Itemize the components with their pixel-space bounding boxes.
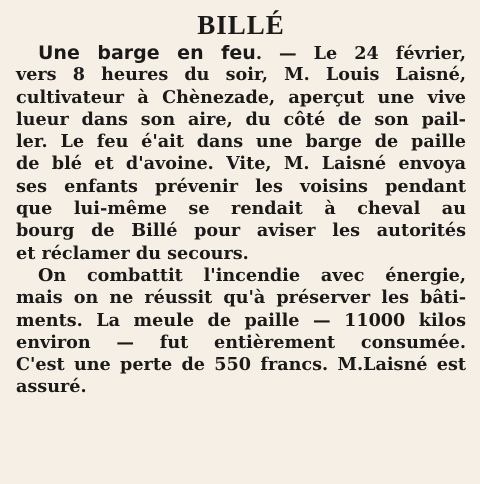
text-line: ler. Le feu é'ait dans une barge de paille bbox=[16, 131, 466, 153]
text-line: de blé et d'avoine. Vite, M. Laisné envoya bbox=[16, 153, 466, 175]
text-line: vers 8 heures du soir, M. Louis Laisné, bbox=[16, 64, 466, 86]
text-line: bourg de Billé pour aviser les autorités bbox=[16, 220, 466, 242]
text-line: ses enfants prévenir les voisins pendant bbox=[16, 175, 466, 197]
text-line: et réclamer du secours. bbox=[16, 242, 249, 264]
text-line: ments. La meule de paille — 11000 kilos bbox=[16, 309, 466, 331]
paragraph-1 bbox=[16, 42, 466, 265]
text-line: cultivateur à Chènezade, aperçut une vive bbox=[16, 86, 466, 108]
text-line: C'est une perte de 550 francs. M.Laisné est bbox=[16, 354, 466, 376]
paragraph-2 bbox=[16, 265, 466, 399]
text-line bbox=[16, 42, 466, 64]
text-line-content: . — Le 24 février, bbox=[255, 43, 466, 64]
text-line: lueur dans son aire, du côté de son pail- bbox=[16, 108, 466, 130]
text-line: environ — fut entièrement consumée. bbox=[16, 331, 466, 353]
article-heading: BILLÉ bbox=[197, 10, 285, 40]
article-lead: Une barge en feu bbox=[38, 42, 256, 64]
text-line: On combattit l'incendie avec énergie, bbox=[38, 264, 466, 286]
text-line: mais on ne réussit qu'à préserver les bâti- bbox=[16, 287, 466, 309]
text-line: assuré. bbox=[16, 376, 87, 398]
text-line: que lui-même se rendait à cheval au bbox=[16, 198, 466, 220]
